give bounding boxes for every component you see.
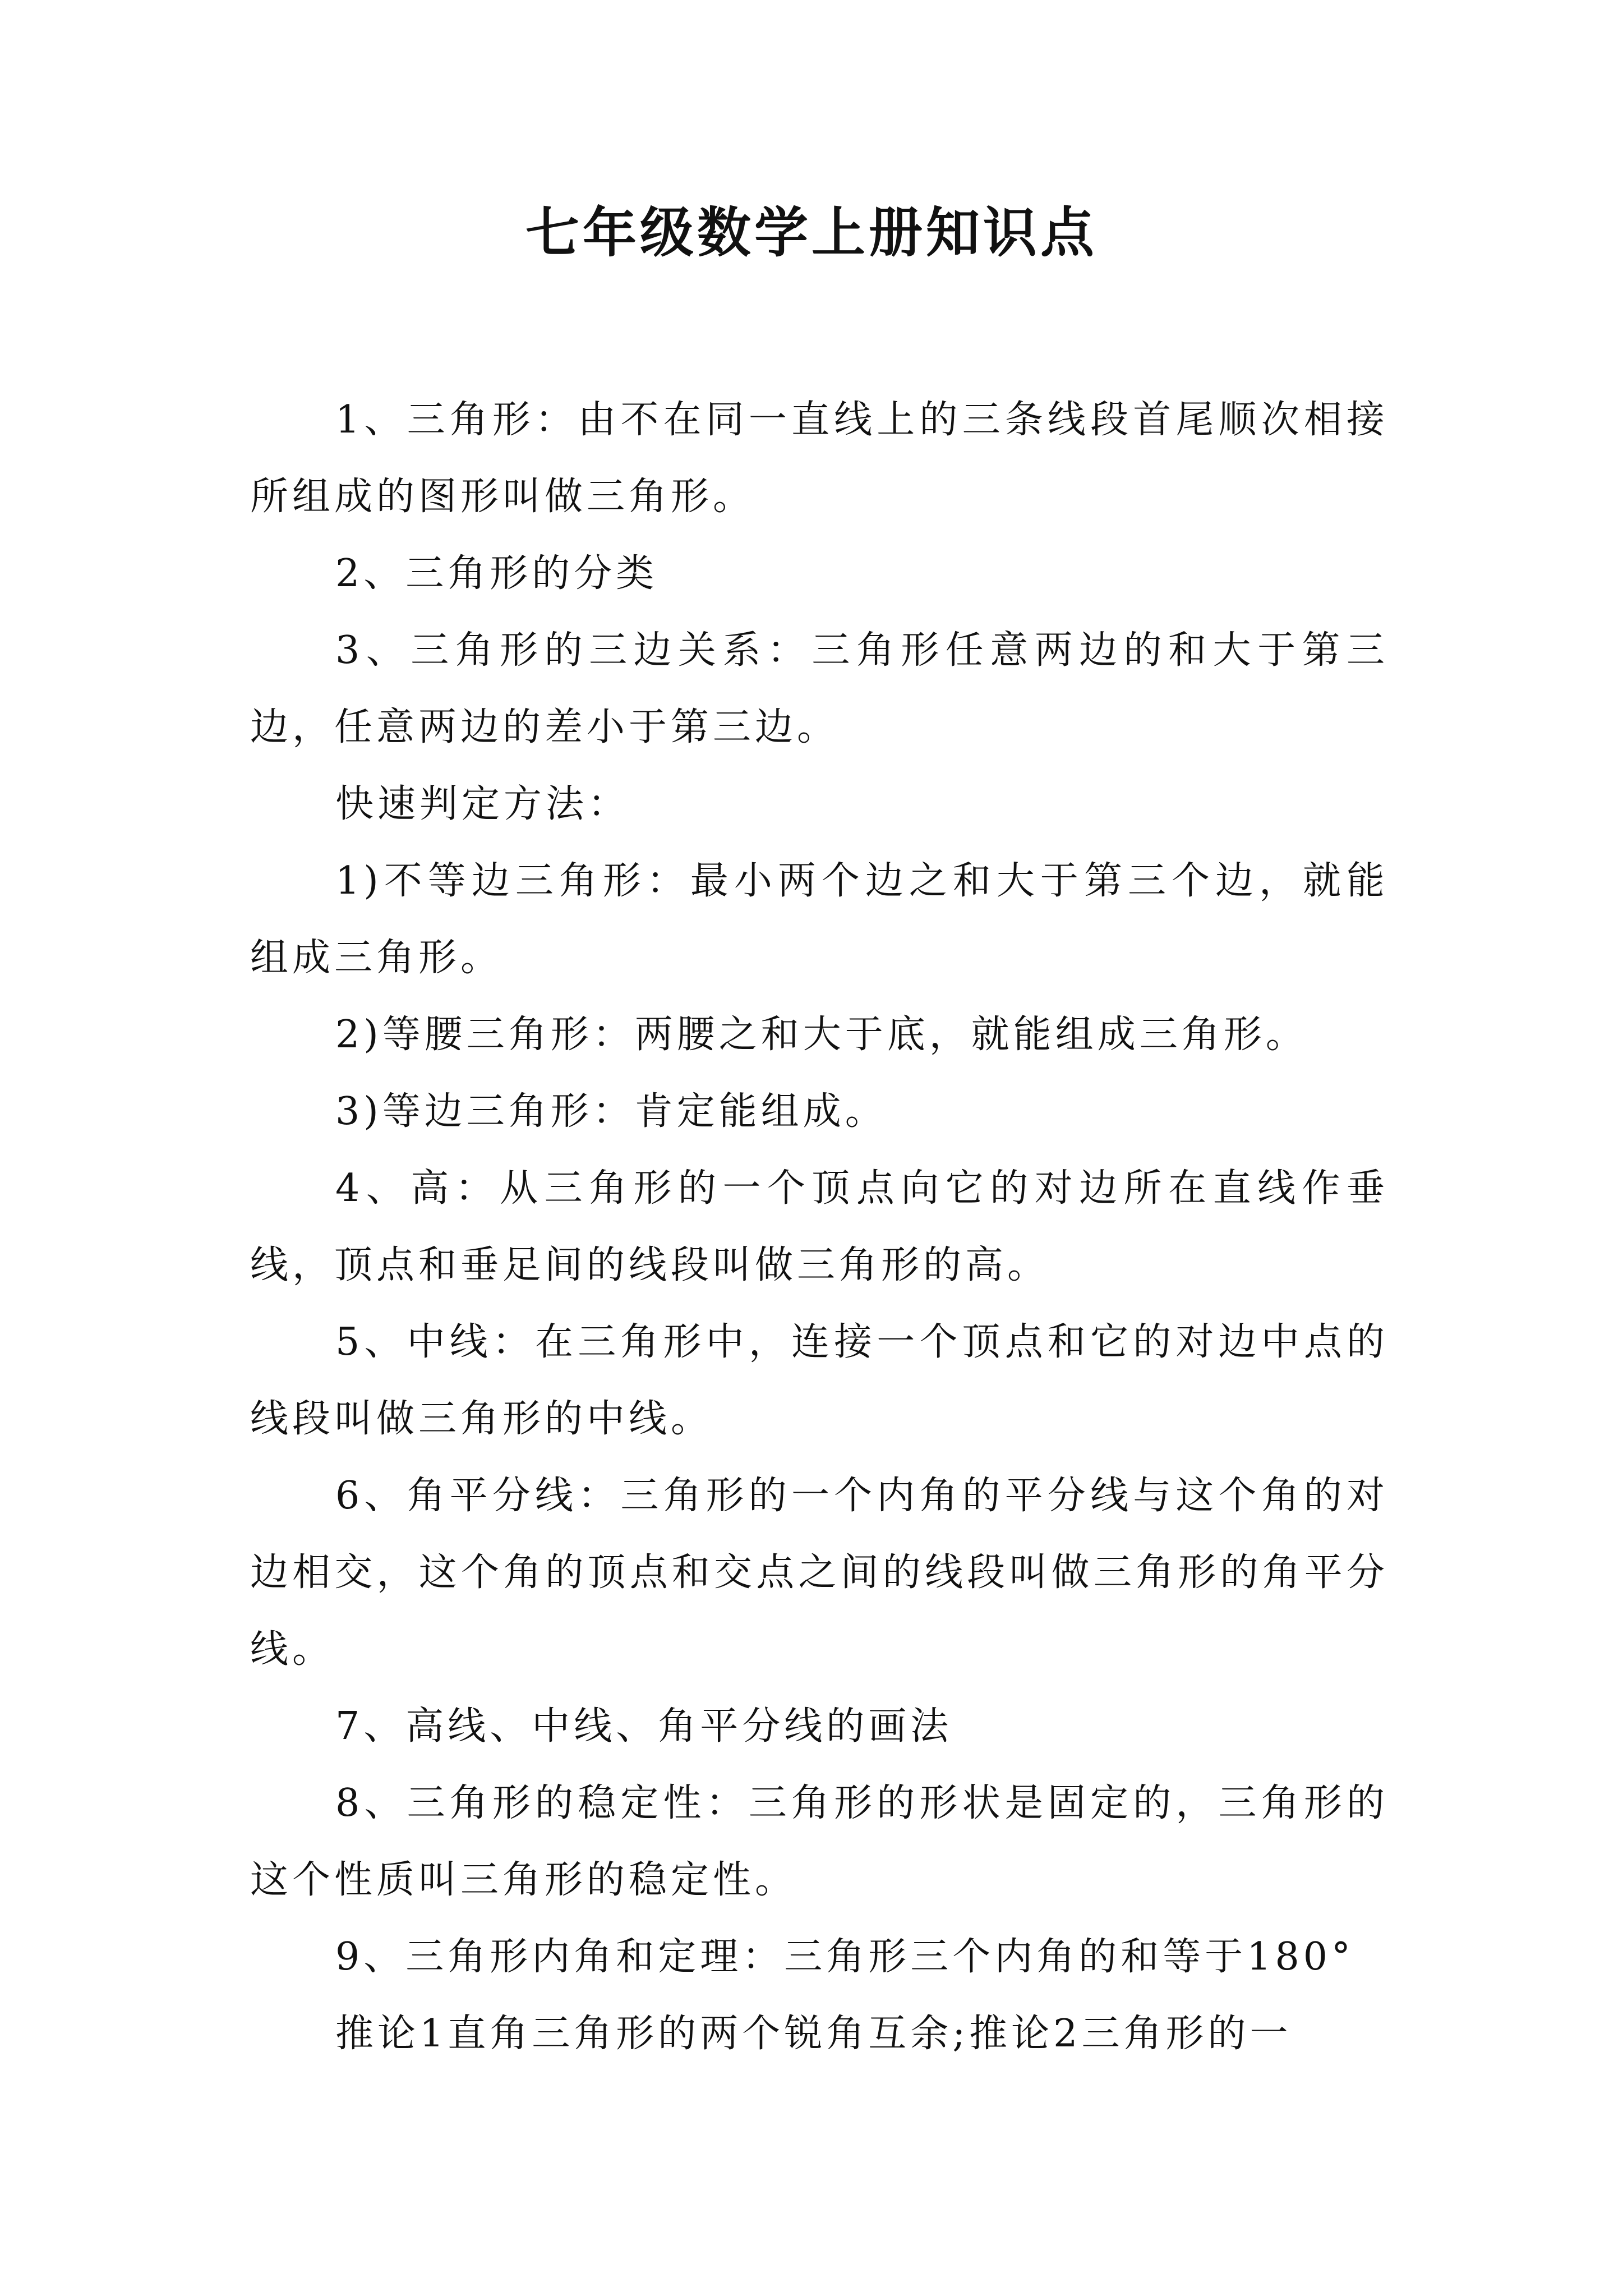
paragraph-corollaries: 推论1直角三角形的两个锐角互余;推论2三角形的一 (335, 2012, 1292, 2056)
paragraph-scalene-rule: 1)不等边三角形：最小两个边之和大于第三个边，就能组成三角形。 (250, 859, 1389, 980)
paragraph-drawing-methods: 7、高线、中线、角平分线的画法 (335, 1704, 953, 1749)
document-title: 七年级数学上册知识点 (525, 201, 1098, 264)
paragraph-stability: 8、三角形的稳定性：三角形的形状是固定的，三角形的这个性质叫三角形的稳定性。 (250, 1781, 1389, 1902)
document-body (250, 381, 1389, 2072)
paragraph-isosceles-rule: 2)等腰三角形：两腰之和大于底，就能组成三角形。 (335, 1013, 1308, 1057)
paragraph-triangle-classification: 2、三角形的分类 (335, 551, 658, 596)
paragraph-median: 5、中线：在三角形中，连接一个顶点和它的对边中点的线段叫做三角形的中线。 (250, 1320, 1389, 1441)
paragraph-altitude: 4、高：从三角形的一个顶点向它的对边所在直线作垂线，顶点和垂足间的线段叫做三角形的高。 (250, 1166, 1389, 1287)
paragraph-equilateral-rule: 3)等边三角形：肯定能组成。 (335, 1089, 887, 1134)
paragraph-angle-sum-theorem: 9、三角形内角和定理：三角形三个内角的和等于180° (335, 1935, 1355, 1979)
paragraph-angle-bisector: 6、角平分线：三角形的一个内角的平分线与这个角的对边相交，这个角的顶点和交点之间的线段叫做三角形的角平分线。 (250, 1474, 1389, 1672)
paragraph-triangle-definition: 1、三角形：由不在同一直线上的三条线段首尾顺次相接所组成的图形叫做三角形。 (250, 398, 1389, 519)
paragraph-three-sides-relation: 3、三角形的三边关系：三角形任意两边的和大于第三边，任意两边的差小于第三边。 (250, 628, 1389, 749)
paragraph-quick-method-heading: 快速判定方法： (335, 782, 630, 826)
